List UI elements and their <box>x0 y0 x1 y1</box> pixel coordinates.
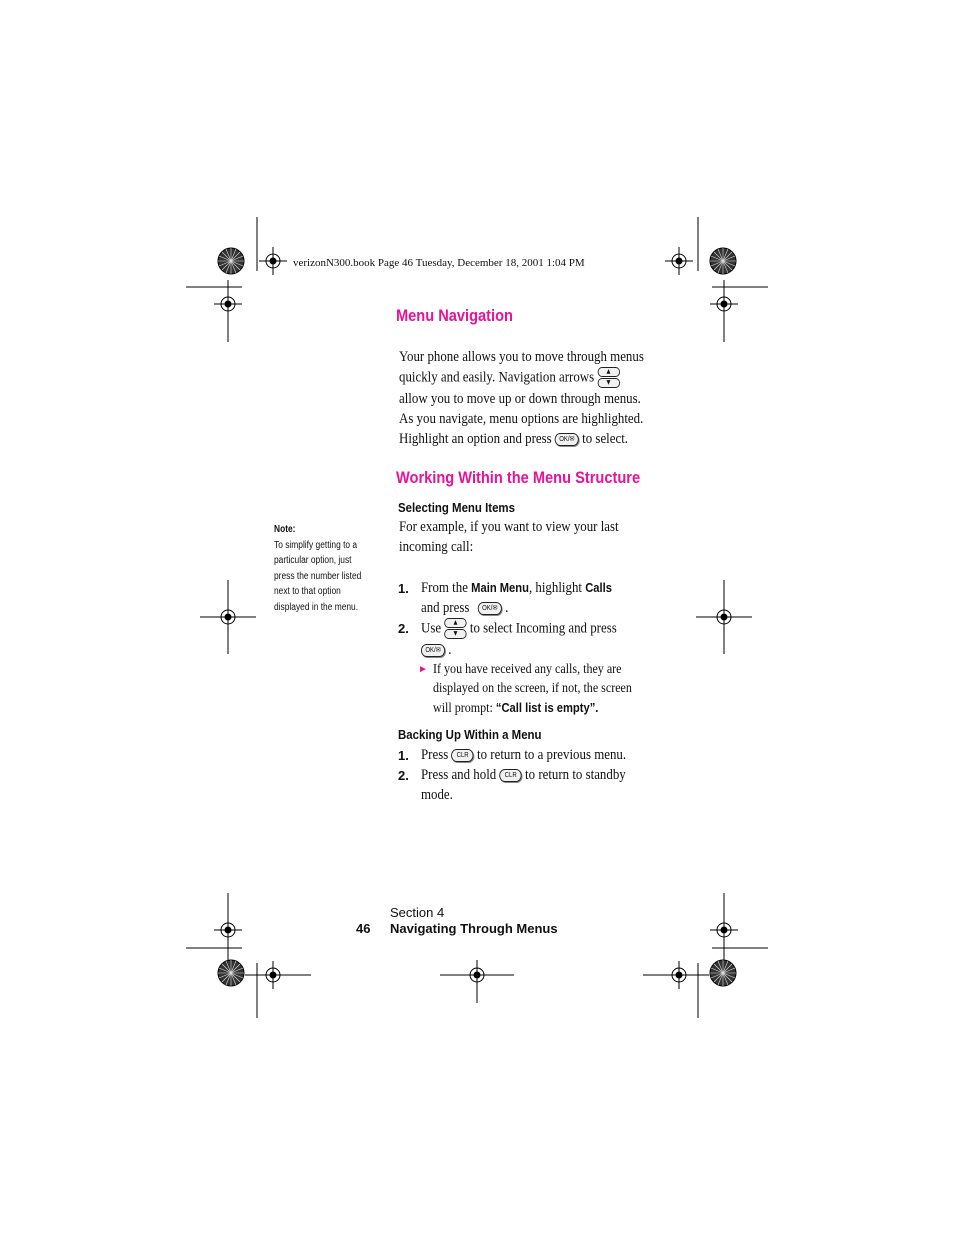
note-line: press the number listed <box>274 570 362 582</box>
step-number: 2. <box>398 768 409 783</box>
step-text: Press and hold <box>421 767 497 783</box>
menu-navigation-paragraph <box>399 347 684 449</box>
step-2-text <box>421 618 649 660</box>
step-text: and press <box>421 600 470 616</box>
bullet-text-part: will prompt: <box>433 701 496 716</box>
bullet-text <box>433 660 664 718</box>
section-title-menu-structure: Working Within the Menu Structure <box>396 468 641 487</box>
step-text: to return to standby <box>525 767 626 783</box>
navigation-key-icon <box>597 367 619 389</box>
subheading-selecting-menu-items: Selecting Menu Items <box>398 500 515 515</box>
step-text: . <box>505 600 509 616</box>
ok-key-icon: OK/✉ <box>478 602 502 615</box>
step-text: . <box>448 642 452 658</box>
step-number: 1. <box>398 581 409 596</box>
step-text: to return to a previous menu. <box>477 747 627 763</box>
step-line <box>421 598 612 618</box>
bullet-line <box>433 698 632 718</box>
section-title-menu-navigation: Menu Navigation <box>396 306 513 325</box>
ok-key-icon: OK/✉ <box>555 433 579 446</box>
step-text: to select Incoming and press <box>469 620 617 637</box>
back-step-2-text <box>421 765 659 805</box>
footer-section: Section 4 <box>390 905 445 920</box>
step-line <box>421 578 612 598</box>
menu-name-calls: Calls <box>585 580 612 595</box>
clr-key-icon: CLR <box>451 749 473 762</box>
step-line: mode. <box>421 787 453 803</box>
step-line <box>421 618 617 640</box>
note-line: To simplify getting to a <box>274 539 358 551</box>
down-arrow-icon: ▼ <box>444 629 466 639</box>
step-line <box>421 640 617 660</box>
paragraph-line <box>399 429 644 449</box>
selecting-intro <box>399 517 654 557</box>
step-line <box>421 745 626 765</box>
step-text: From the <box>421 580 472 596</box>
step-number: 1. <box>398 748 409 763</box>
step-text: Use <box>421 620 442 637</box>
footer-chapter-title: Navigating Through Menus <box>390 921 558 936</box>
up-arrow-icon: ▲ <box>597 367 619 377</box>
step-1-text <box>421 578 643 618</box>
menu-name-main-menu: Main Menu <box>471 580 529 595</box>
bullet-line: displayed on the screen, if not, the screen <box>433 681 632 696</box>
side-note <box>274 522 378 615</box>
paragraph-text: Highlight an option and press <box>399 431 552 447</box>
back-step-1-text <box>421 745 659 765</box>
down-arrow-icon: ▼ <box>597 378 619 388</box>
note-line: displayed in the menu. <box>274 601 359 613</box>
paragraph-line <box>399 367 644 389</box>
paragraph-line: As you navigate, menu options are highlighted. <box>399 411 644 427</box>
prompt-message: “Call list is empty”. <box>495 700 599 715</box>
note-line: next to that option <box>274 586 341 597</box>
clr-key-icon: CLR <box>499 769 521 782</box>
ok-key-icon: OK/✉ <box>421 644 445 657</box>
note-line: particular option, just <box>274 555 352 566</box>
paragraph-line: incoming call: <box>399 539 474 555</box>
note-title: Note: <box>274 524 296 535</box>
bullet-arrow-icon: ► <box>418 664 428 675</box>
paragraph-text: to select. <box>582 431 629 447</box>
paragraph-line: Your phone allows you to move through menus <box>399 349 644 365</box>
bullet-line: If you have received any calls, they are <box>433 662 622 677</box>
step-text: , highlight <box>528 580 586 596</box>
navigation-key-icon <box>444 618 466 640</box>
page-number: 46 <box>356 921 371 936</box>
paragraph-line: For example, if you want to view your last <box>399 519 619 535</box>
up-arrow-icon: ▲ <box>444 618 466 628</box>
subheading-backing-up: Backing Up Within a Menu <box>398 727 542 742</box>
step-text: Press <box>421 747 449 763</box>
step-number: 2. <box>398 621 409 636</box>
paragraph-line: allow you to move up or down through menus. <box>399 391 641 407</box>
paragraph-text: quickly and easily. Navigation arrows <box>399 369 595 386</box>
step-line <box>421 765 626 785</box>
book-file-header: verizonN300.book Page 46 Tuesday, December 18, 2001 1:04 PM <box>293 257 585 269</box>
